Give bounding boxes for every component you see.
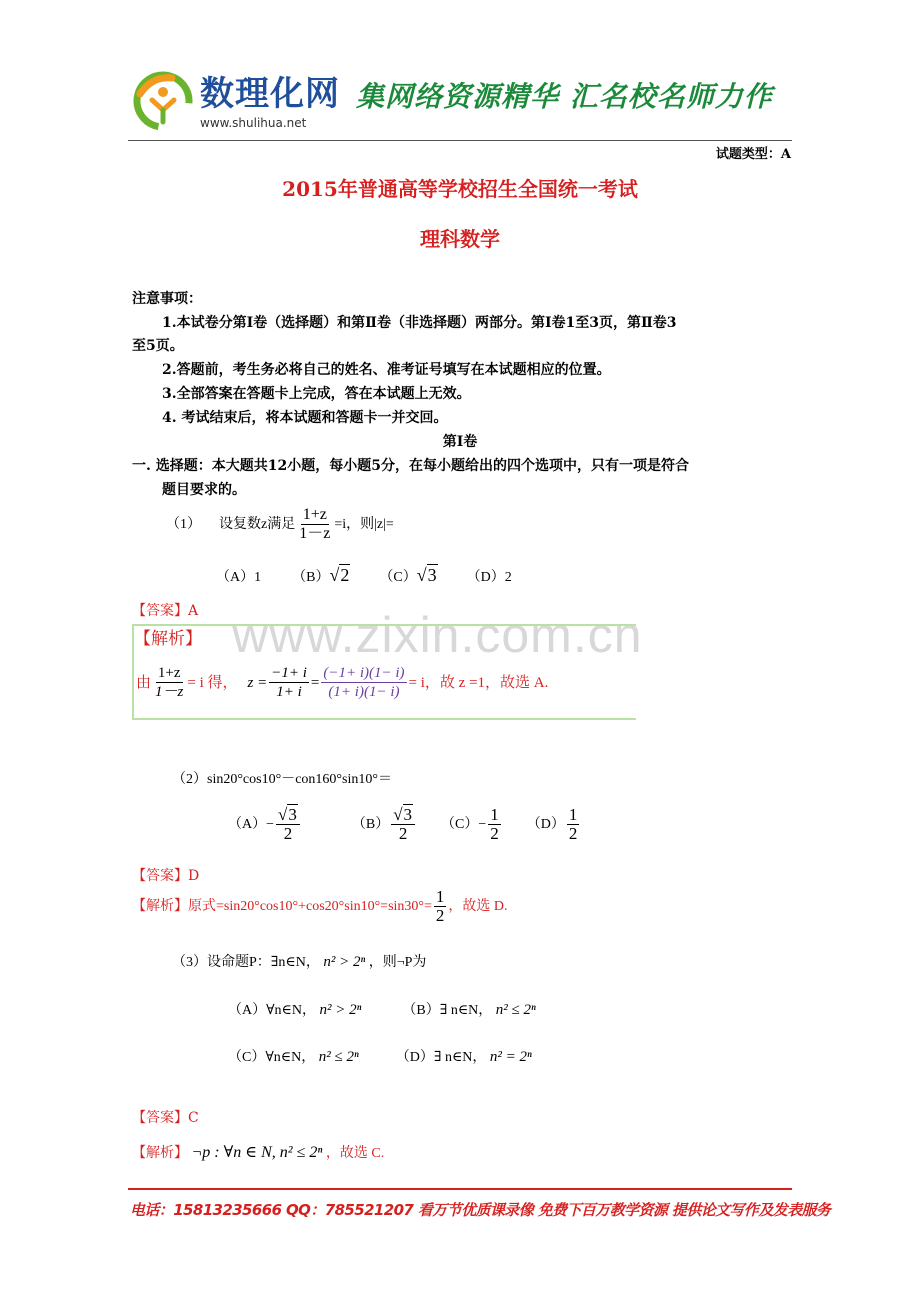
option-c: （C）∀n∈N， bbox=[228, 1050, 316, 1065]
option-d: （D）2 bbox=[466, 570, 512, 585]
section-heading-cont: 题目要求的。 bbox=[162, 482, 246, 498]
watermark: www.zixin.com.cn bbox=[232, 607, 643, 663]
option-b: （B）∃ n∈N， bbox=[402, 1003, 493, 1018]
option-a: （A）− bbox=[228, 816, 275, 832]
answer-label: 【答案】A bbox=[132, 603, 199, 619]
answer-label: 【答案】D bbox=[132, 868, 200, 884]
sqrt-icon: √2 bbox=[329, 565, 350, 585]
question-1 bbox=[166, 506, 394, 543]
site-header bbox=[128, 64, 792, 140]
paper-type-label: 试题类型：A bbox=[715, 147, 791, 162]
question-3: （3）设命题P：∃n∈N， n² > 2ⁿ ，则¬P为 bbox=[172, 954, 427, 970]
option-a: （A）1 bbox=[216, 570, 262, 585]
brand-url[interactable]: www.shulihua.net bbox=[200, 116, 307, 130]
q2-options bbox=[228, 806, 581, 843]
notice-item: 2.答题前，考生务必将自己的姓名、准考证号填写在本试题相应的位置。 bbox=[162, 362, 611, 378]
notice-item: 至5页。 bbox=[132, 338, 184, 354]
fraction: $\frac{1+z}{1-z}$ bbox=[155, 665, 184, 700]
analysis-label: 【解析】 bbox=[134, 629, 202, 649]
fraction: $\frac{1+z}{1-z}$ bbox=[299, 506, 331, 542]
option-d: （D）∃ n∈N， bbox=[395, 1050, 487, 1065]
header-slogan: 集网络资源精华 汇名校名师力作 bbox=[356, 80, 773, 113]
question-2: （2）sin20°cos10°－con160°sin10°＝ bbox=[172, 772, 392, 787]
brand-name: 数理化网 bbox=[200, 74, 340, 114]
page-subtitle: 理科数学 bbox=[420, 227, 500, 251]
q3-analysis: 【解析】 ¬p : ∀n ∈ N, n² ≤ 2ⁿ ，故选 C. bbox=[132, 1144, 385, 1161]
option-d: （D） bbox=[526, 816, 565, 832]
fraction: $\frac{-1+ i}{1+ i}$ bbox=[271, 665, 307, 700]
analysis-label: 【解析】 bbox=[132, 1146, 188, 1161]
q1-analysis: 由 $\frac{1+z}{1-z}$ = i 得， z = $\frac{-1+ i}{1+ i}$ = $\frac{(-1+ i)(1- i)}{(1+ i)(1- i)}$ = i，故 z =1，故选 A. bbox=[136, 665, 549, 700]
q3-options-row1: （A）∀n∈N， n² > 2ⁿ （B）∃ n∈N， n² ≤ 2ⁿ bbox=[228, 1002, 536, 1018]
fraction: $\frac{√3}{2}$ bbox=[391, 806, 415, 843]
option-b: （B） bbox=[292, 570, 330, 585]
fraction: $\frac{√3}{2}$ bbox=[276, 806, 300, 843]
fraction: $\frac{1}{2}$ bbox=[490, 805, 499, 843]
fraction: $\frac{1}{2}$ bbox=[568, 805, 578, 843]
sqrt-icon: √3 bbox=[416, 565, 437, 585]
question-stem: 设复数z满足 bbox=[219, 516, 296, 532]
page-title: 2015年普通高等学校招生全国统一考试 bbox=[282, 177, 638, 201]
q3-options-row2: （C）∀n∈N， n² ≤ 2ⁿ （D）∃ n∈N， n² = 2ⁿ bbox=[228, 1049, 532, 1065]
logo-icon bbox=[132, 70, 194, 132]
footer-contact: 电话：15813235666 QQ：785521207 看万节优质课录像 免费下百万教学资源 提供论文写作及发表服务 bbox=[130, 1201, 831, 1219]
option-a: （A）∀n∈N， bbox=[228, 1003, 317, 1018]
option-c: （C） bbox=[379, 570, 417, 585]
fraction: $\frac{(-1+ i)(1- i)}{(1+ i)(1- i)}$ bbox=[323, 665, 405, 700]
analysis-label: 【解析】 bbox=[132, 898, 188, 914]
option-b: （B） bbox=[351, 816, 390, 832]
notice-item: 4. 考试结束后，将本试题和答题卡一并交回。 bbox=[162, 410, 448, 426]
fraction: $\frac{1}{2}$ bbox=[435, 887, 445, 925]
notice-heading: 注意事项： bbox=[132, 291, 202, 307]
notice-item: 3.全部答案在答题卡上完成，答在本试题上无效。 bbox=[162, 386, 471, 402]
header-divider bbox=[128, 140, 792, 141]
q2-analysis: 【解析】 原式=sin20°cos10°+cos20°sin10°=sin30°= $\frac{1}{2}$ ，故选 D. bbox=[132, 887, 508, 925]
footer-divider bbox=[128, 1188, 792, 1190]
section-heading: 一. 选择题：本大题共12小题，每小题5分，在每小题给出的四个选项中，只有一项是符合 bbox=[132, 458, 689, 474]
volume-heading: 第Ⅰ卷 bbox=[442, 434, 478, 450]
option-c: （C）− bbox=[441, 816, 487, 832]
question-number: （1） bbox=[166, 516, 201, 532]
question-stem-tail: =i，则|z|= bbox=[334, 516, 394, 532]
answer-label: 【答案】C bbox=[132, 1110, 199, 1126]
notice-item: 1.本试卷分第Ⅰ卷（选择题）和第Ⅱ卷（非选择题）两部分。第Ⅰ卷1至3页，第Ⅱ卷3 bbox=[162, 315, 677, 331]
q1-options bbox=[216, 564, 512, 589]
